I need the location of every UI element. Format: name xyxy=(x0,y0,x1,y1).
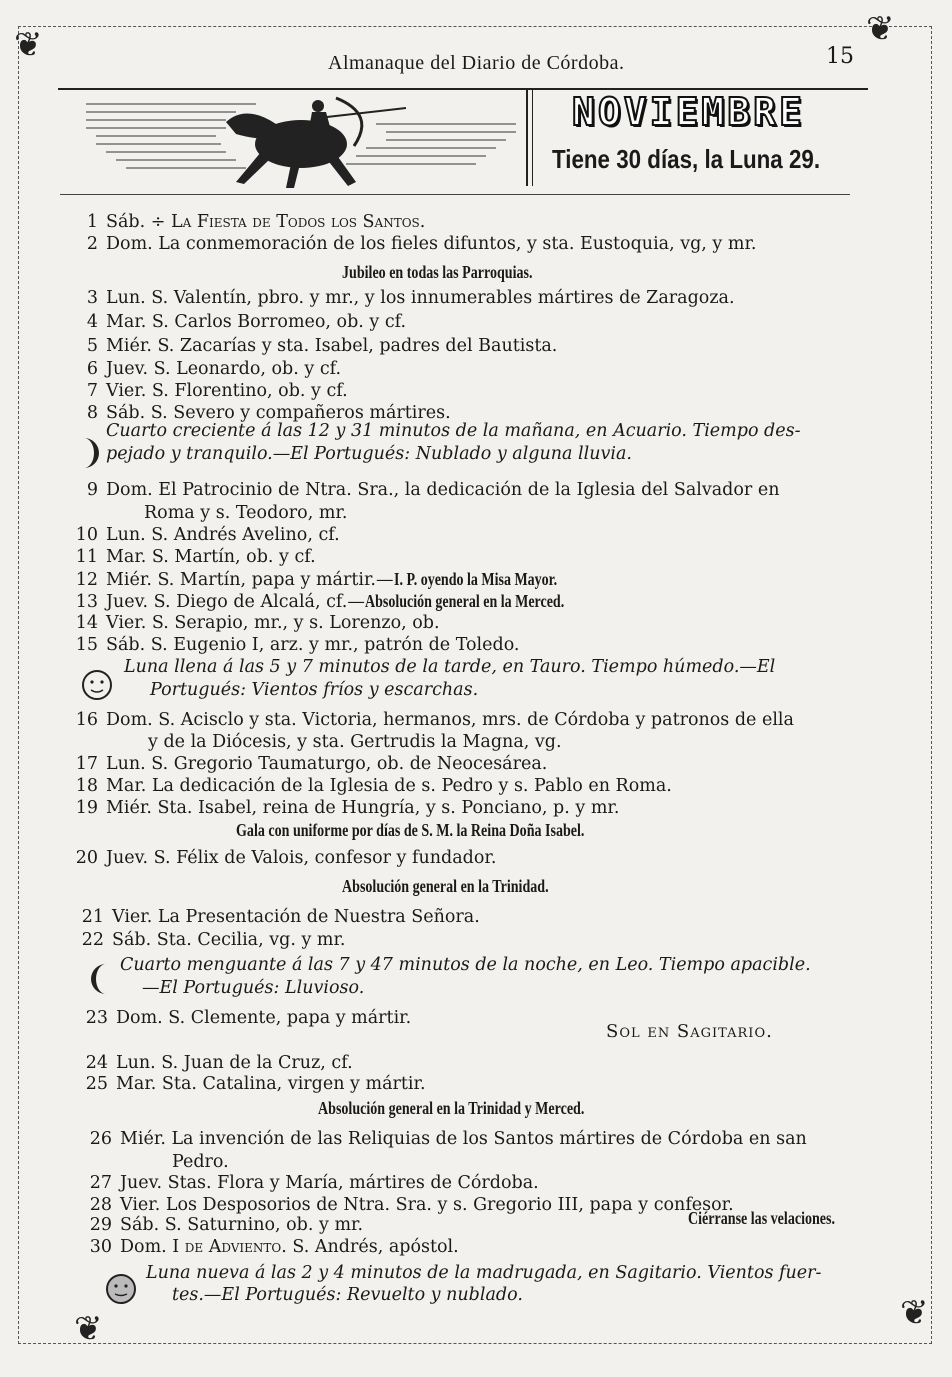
day-number: 26 xyxy=(89,1129,112,1149)
day-entry xyxy=(70,287,735,309)
month-subtitle: Tiene 30 días, la Luna 29. xyxy=(552,144,821,174)
day-number: 13 xyxy=(75,592,98,612)
day-number: 19 xyxy=(75,798,98,818)
day-text: Lun. S. Gregorio Taumaturgo, ob. de Neocesárea. xyxy=(106,754,548,774)
day-entry xyxy=(70,753,547,775)
day-entry xyxy=(70,335,557,357)
day-entry xyxy=(70,709,794,731)
day-text: Miér. Sta. Isabel, reina de Hungría, y s. Ponciano, p. y mr. xyxy=(106,798,620,818)
day-number: 16 xyxy=(75,710,98,730)
header-divider xyxy=(532,90,533,186)
day-text-continuation: Pedro. xyxy=(172,1152,229,1172)
day-entry xyxy=(70,211,425,233)
moon-phase-text: Luna nueva á las 2 y 4 minutos de la madrugada, en Sagitario. Vientos fuer- xyxy=(146,1263,822,1283)
day-number: 17 xyxy=(75,754,98,774)
feast-title: I de Adviento. xyxy=(172,1237,287,1257)
day-text: Vier. S. Florentino, ob. y cf. xyxy=(106,381,348,401)
day-text: Miér. S. Martín, papa y mártir.— xyxy=(106,570,394,590)
day-number: 29 xyxy=(89,1215,112,1235)
day-number: 22 xyxy=(81,930,104,950)
day-number: 6 xyxy=(86,359,98,379)
day-entry xyxy=(70,797,619,819)
inline-note: Absolución general en la Merced. xyxy=(364,591,565,611)
day-entry xyxy=(70,524,340,546)
running-title: Almanaque del Diario de Córdoba. xyxy=(328,52,625,74)
day-number: 23 xyxy=(85,1008,108,1028)
day-entry xyxy=(84,1236,459,1258)
day-text: Vier. La Presentación de Nuestra Señora. xyxy=(112,907,480,927)
day-entry xyxy=(70,847,496,869)
day-number: 21 xyxy=(81,907,104,927)
day-entry xyxy=(80,1007,411,1029)
day-text: Lun. S. Juan de la Cruz, cf. xyxy=(116,1053,353,1073)
day-entry xyxy=(84,1214,363,1236)
center-note: Gala con uniforme por días de S. M. la Reina Doña Isabel. xyxy=(236,820,585,840)
day-entry xyxy=(70,775,672,797)
day-number: 11 xyxy=(75,547,98,567)
day-text: Sáb. Sta. Cecilia, vg. y mr. xyxy=(112,930,346,950)
inline-note: I. P. oyendo la Misa Mayor. xyxy=(393,569,557,589)
corner-ornament-icon: ❦ xyxy=(866,9,895,49)
day-number: 30 xyxy=(89,1237,112,1257)
sagittarius-centaur-icon xyxy=(86,94,516,190)
corner-ornament-icon: ❦ xyxy=(14,25,43,65)
header-bottom-rule xyxy=(60,194,850,195)
corner-ornament-icon: ❦ xyxy=(900,1293,929,1333)
day-text: Sáb. S. Saturnino, ob. y mr. xyxy=(120,1215,364,1235)
day-text: S. Andrés, apóstol. xyxy=(286,1237,459,1257)
day-text: Mar. S. Martín, ob. y cf. xyxy=(106,547,316,567)
day-number: 15 xyxy=(75,635,98,655)
day-number: 9 xyxy=(86,480,98,500)
moon-phase-text: tes.—El Portugués: Revuelto y nublado. xyxy=(172,1285,523,1305)
day-number: 12 xyxy=(75,570,98,590)
day-text: Dom. S. Acisclo y sta. Victoria, hermanos, mrs. de Córdoba y patronos de ella xyxy=(106,710,794,730)
day-text: Lun. S. Valentín, pbro. y mr., y los innumerables mártires de Zaragoza. xyxy=(106,288,735,308)
moon-phase-text: Cuarto creciente á las 12 y 31 minutos de la mañana, en Acuario. Tiempo des- xyxy=(106,421,801,441)
day-entry xyxy=(70,590,614,613)
day-text: Miér. La invención de las Reliquias de los Santos mártires de Córdoba en san xyxy=(120,1129,807,1149)
day-text: Mar. Sta. Catalina, virgen y mártir. xyxy=(116,1074,426,1094)
day-text: Dom. xyxy=(120,1237,173,1257)
center-note: Jubileo en todas las Parroquias. xyxy=(342,262,533,282)
day-entry xyxy=(84,1194,734,1216)
day-text: Vier. S. Serapio, mr., y s. Lorenzo, ob. xyxy=(106,613,440,633)
center-note: Absolución general en la Trinidad y Merced. xyxy=(318,1098,585,1118)
day-text: Juev. S. Leonardo, ob. y cf. xyxy=(106,359,342,379)
day-entry xyxy=(70,634,520,656)
day-text: Sáb. ÷ xyxy=(106,212,171,232)
day-entry xyxy=(70,311,406,333)
day-entry xyxy=(70,233,756,255)
day-number: 24 xyxy=(85,1053,108,1073)
feast-title: La Fiesta de Todos los Santos. xyxy=(170,212,426,232)
day-entry xyxy=(84,1128,807,1150)
first-quarter-moon-icon xyxy=(70,436,104,470)
day-number: 8 xyxy=(86,403,98,423)
day-text: Vier. Los Desposorios de Ntra. Sra. y s. Gregorio III, papa y confesor. xyxy=(120,1195,734,1215)
day-text: Juev. Stas. Flora y María, mártires de Córdoba. xyxy=(120,1173,539,1193)
day-number: 7 xyxy=(86,381,98,401)
sun-sign-note: Sol en Sagitario. xyxy=(606,1021,773,1042)
day-text: Miér. S. Zacarías y sta. Isabel, padres del Bautista. xyxy=(106,336,558,356)
moon-phase-text: Portugués: Vientos fríos y escarchas. xyxy=(150,680,479,700)
day-entry xyxy=(70,612,440,634)
day-number: 3 xyxy=(86,288,98,308)
day-number: 1 xyxy=(86,212,98,232)
day-text: Sáb. S. Severo y compañeros mártires. xyxy=(106,403,451,423)
corner-ornament-icon: ❦ xyxy=(74,1309,103,1349)
day-number: 10 xyxy=(75,525,98,545)
day-number: 27 xyxy=(89,1173,112,1193)
center-note: Ciérranse las velaciones. xyxy=(688,1208,836,1228)
day-text: Juev. S. Diego de Alcalá, cf.— xyxy=(106,592,365,612)
day-text: Mar. S. Carlos Borromeo, ob. y cf. xyxy=(106,312,407,332)
day-text-continuation: Roma y s. Teodoro, mr. xyxy=(144,503,348,523)
day-text: Juev. S. Félix de Valois, confesor y fundador. xyxy=(106,848,497,868)
moon-phase-text: Luna llena á las 5 y 7 minutos de la tarde, en Tauro. Tiempo húmedo.—El xyxy=(124,657,776,677)
day-entry xyxy=(70,479,779,501)
moon-phase-text: Cuarto menguante á las 7 y 47 minutos de la noche, en Leo. Tiempo apacible. xyxy=(120,955,811,975)
day-text: Sáb. S. Eugenio I, arz. y mr., patrón de Toledo. xyxy=(106,635,520,655)
day-text-continuation: y de la Diócesis, y sta. Gertrudis la Magna, vg. xyxy=(148,732,562,752)
day-entry xyxy=(70,380,348,402)
last-quarter-moon-icon xyxy=(86,962,120,996)
day-entry xyxy=(70,568,597,591)
header-divider xyxy=(526,90,528,186)
center-note: Absolución general en la Trinidad. xyxy=(342,876,549,896)
day-text: Mar. La dedicación de la Iglesia de s. Pedro y s. Pablo en Roma. xyxy=(106,776,672,796)
day-number: 2 xyxy=(86,234,98,254)
day-text: Dom. La conmemoración de los fieles difuntos, y sta. Eustoquia, vg, y mr. xyxy=(106,234,757,254)
day-number: 5 xyxy=(86,336,98,356)
day-number: 25 xyxy=(85,1074,108,1094)
day-text: Dom. S. Clemente, papa y mártir. xyxy=(116,1008,412,1028)
month-title: NOVIEMBRE xyxy=(572,90,805,134)
day-entry xyxy=(80,1073,426,1095)
day-entry xyxy=(76,906,480,928)
day-number: 28 xyxy=(89,1195,112,1215)
day-entry xyxy=(70,358,341,380)
day-text: Dom. El Patrocinio de Ntra. Sra., la dedicación de la Iglesia del Salvador en xyxy=(106,480,780,500)
page-number: 15 xyxy=(826,44,854,69)
day-entry xyxy=(70,546,316,568)
day-number: 14 xyxy=(75,613,98,633)
moon-phase-text: pejado y tranquilo.—El Portugués: Nublado y alguna lluvia. xyxy=(106,444,632,464)
day-entry xyxy=(84,1172,539,1194)
moon-phase-text: —El Portugués: Lluvioso. xyxy=(142,978,365,998)
day-text: Lun. S. Andrés Avelino, cf. xyxy=(106,525,340,545)
day-number: 4 xyxy=(86,312,98,332)
new-moon-icon xyxy=(104,1272,138,1306)
day-number: 20 xyxy=(75,848,98,868)
day-number: 18 xyxy=(75,776,98,796)
day-entry xyxy=(80,1052,353,1074)
full-moon-icon xyxy=(80,668,114,702)
day-entry xyxy=(76,929,346,951)
